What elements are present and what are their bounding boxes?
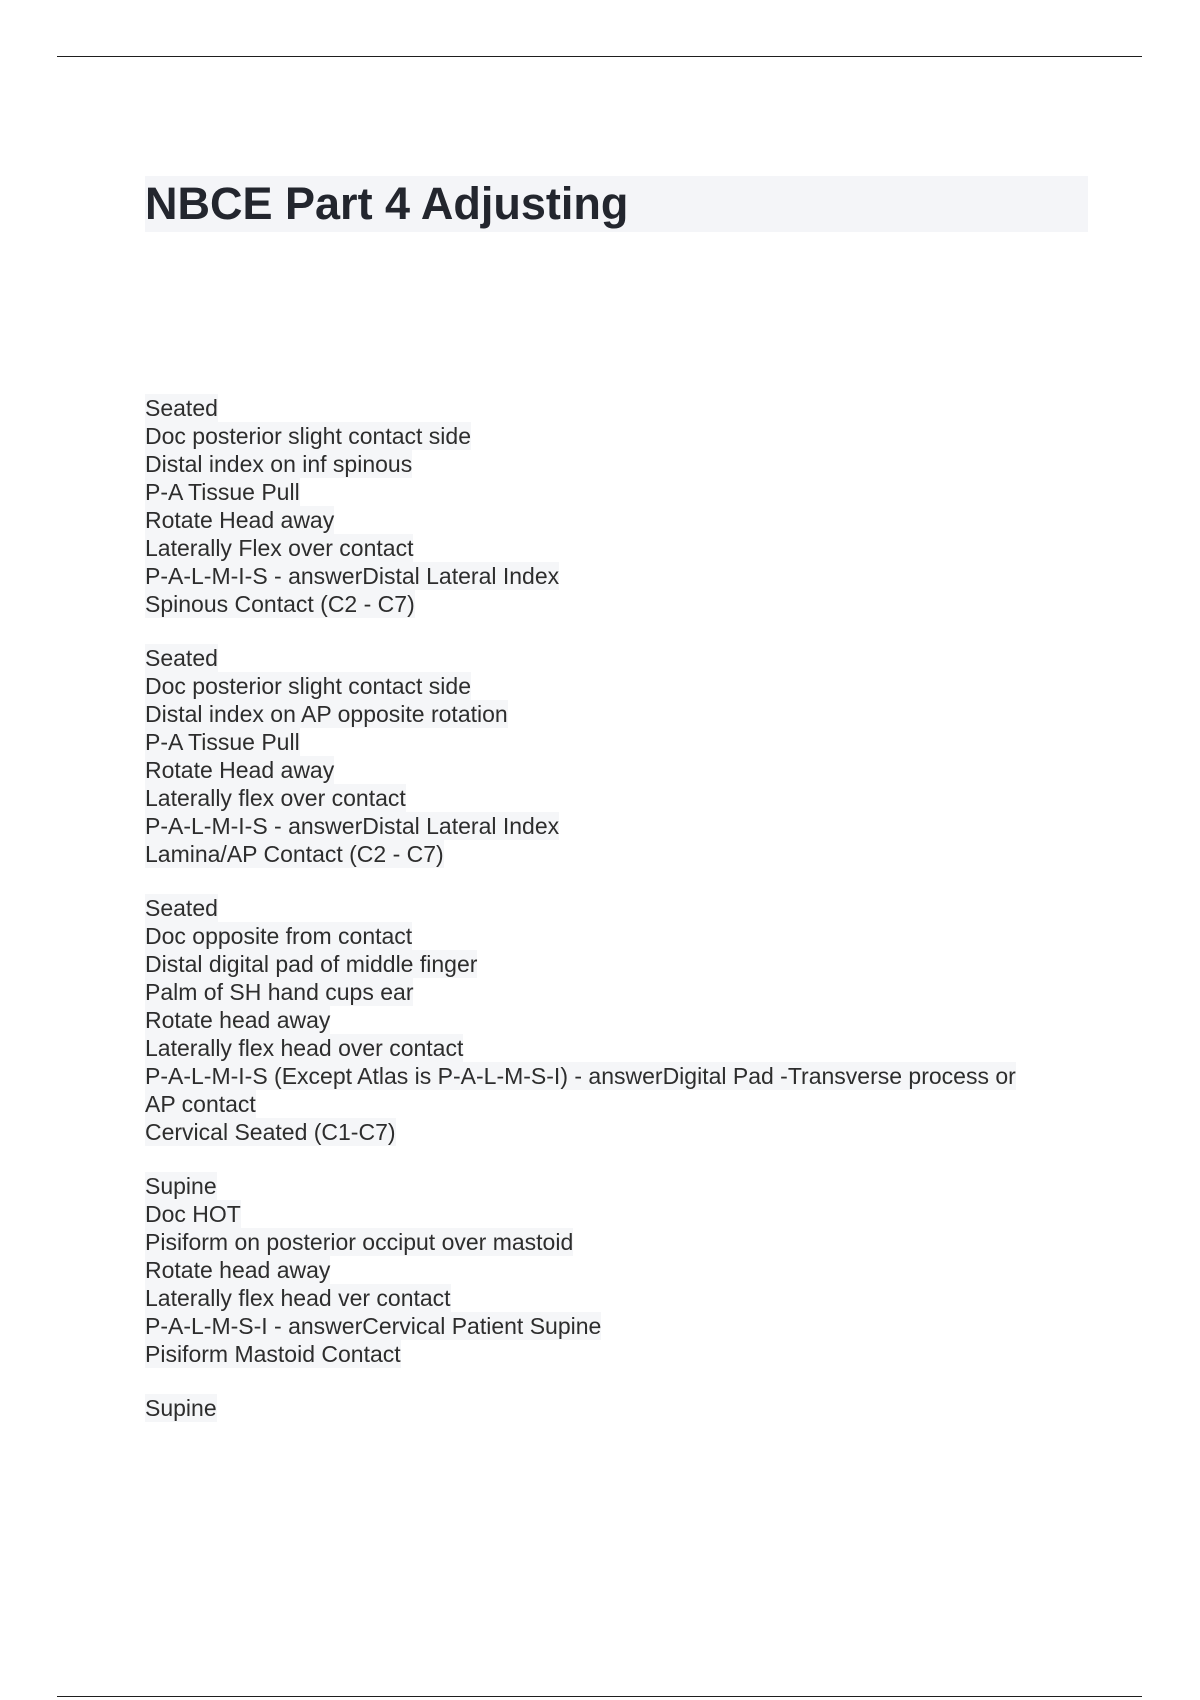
card-line: Lamina/AP Contact (C2 - C7) — [145, 841, 444, 867]
top-rule — [57, 56, 1142, 57]
card-line: Seated — [145, 395, 218, 421]
card-line: Pisiform on posterior occiput over mastoid — [145, 1229, 574, 1255]
card-line: Rotate Head away — [145, 757, 335, 783]
flashcard-1 — [145, 394, 1085, 618]
card-answer-line: P-A-L-M-S-I - answerCervical Patient Supine — [145, 1313, 602, 1339]
flashcard-5 — [145, 1394, 1085, 1422]
card-line: P-A Tissue Pull — [145, 729, 300, 755]
card-line: Doc posterior slight contact side — [145, 423, 471, 449]
card-line: Supine — [145, 1173, 217, 1199]
card-line: Doc posterior slight contact side — [145, 673, 471, 699]
card-line: Seated — [145, 895, 218, 921]
card-line: Cervical Seated (C1-C7) — [145, 1119, 396, 1145]
bottom-rule — [57, 1696, 1142, 1697]
card-line: Laterally flex head over contact — [145, 1035, 464, 1061]
card-line: Doc opposite from contact — [145, 923, 413, 949]
card-line: Doc HOT — [145, 1201, 241, 1227]
card-line: Distal digital pad of middle finger — [145, 951, 478, 977]
card-line: Palm of SH hand cups ear — [145, 979, 414, 1005]
card-line: Seated — [145, 645, 218, 671]
card-line: Rotate head away — [145, 1007, 331, 1033]
flashcard-4 — [145, 1172, 1085, 1368]
card-line: Laterally flex over contact — [145, 785, 406, 811]
card-line: AP contact — [145, 1091, 256, 1117]
card-line: Distal index on AP opposite rotation — [145, 701, 508, 727]
card-line: Supine — [145, 1395, 217, 1421]
card-line: Rotate Head away — [145, 507, 335, 533]
flashcard-list — [145, 394, 1085, 1448]
flashcard-2 — [145, 644, 1085, 868]
card-line: P-A Tissue Pull — [145, 479, 300, 505]
card-answer-line: P-A-L-M-I-S - answerDistal Lateral Index — [145, 813, 560, 839]
card-line: Distal index on inf spinous — [145, 451, 413, 477]
card-line: Spinous Contact (C2 - C7) — [145, 591, 415, 617]
card-line: Laterally Flex over contact — [145, 535, 414, 561]
card-answer-line: P-A-L-M-I-S - answerDistal Lateral Index — [145, 563, 560, 589]
flashcard-3 — [145, 894, 1085, 1146]
card-answer-line: P-A-L-M-I-S (Except Atlas is P-A-L-M-S-I) - answerDigital Pad -Transverse process or — [145, 1063, 1016, 1089]
page-title: NBCE Part 4 Adjusting — [145, 176, 1088, 232]
card-line: Laterally flex head ver contact — [145, 1285, 451, 1311]
card-line: Rotate head away — [145, 1257, 331, 1283]
card-line: Pisiform Mastoid Contact — [145, 1341, 401, 1367]
